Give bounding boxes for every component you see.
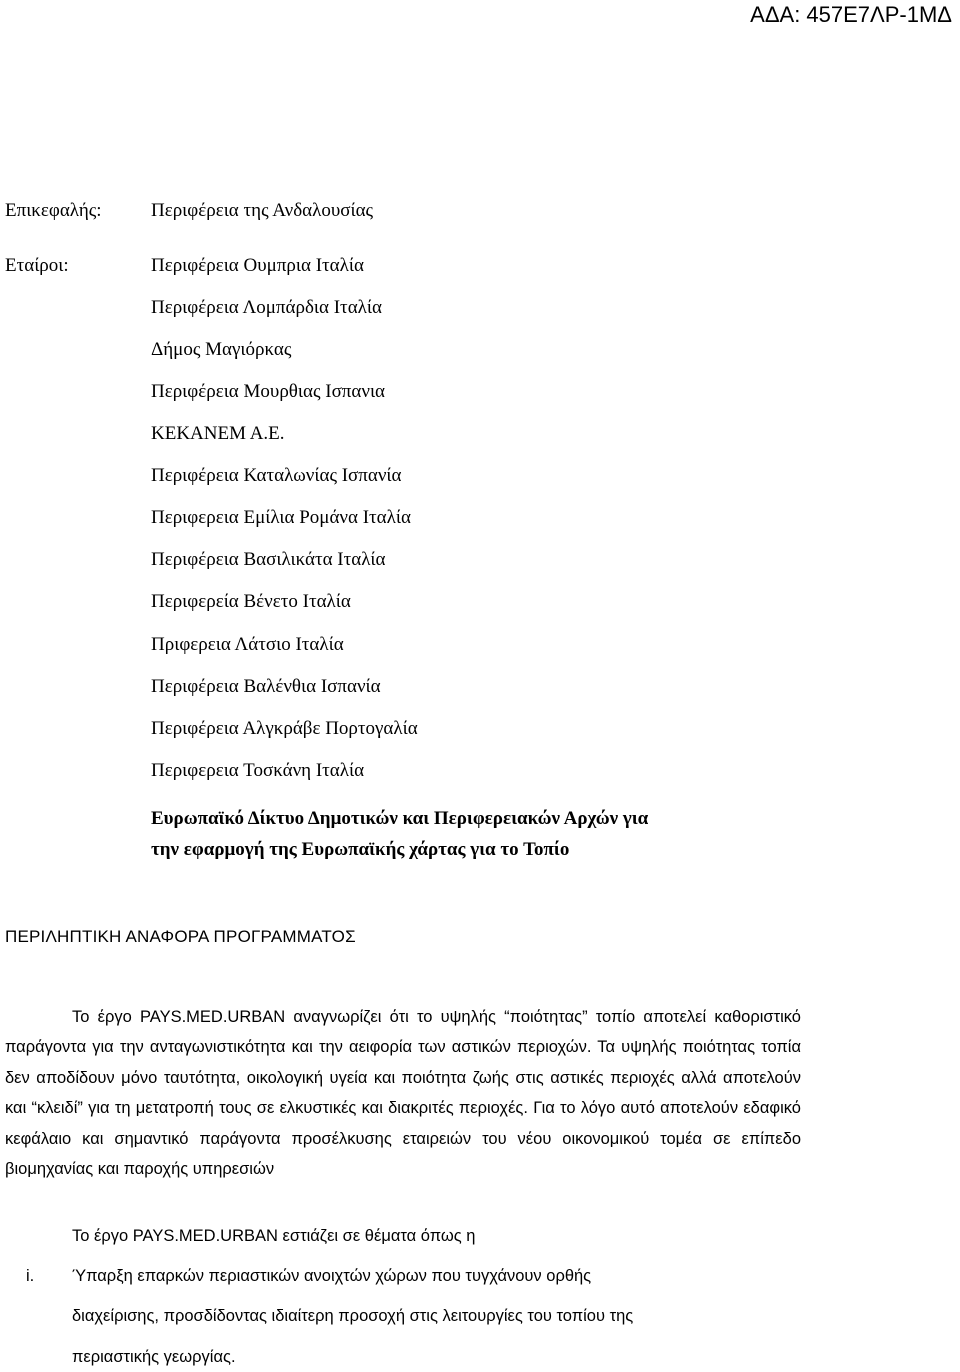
partner-item: ΚΕΚΑΝΕΜ Α.Ε. (151, 423, 285, 444)
partner-item: Περιφέρεια Καταλωνίας Ισπανία (151, 465, 402, 486)
partner-item: Περιφέρεια Μουρθιας Ισπανια (151, 381, 386, 402)
partner-item: Περιφερεία Βένετο Ιταλία (151, 591, 351, 612)
partner-item: Περιφερεια Τοσκάνη Ιταλία (151, 760, 365, 781)
partner-item: Περιφερεια Εμίλια Ρομάνα Ιταλία (151, 507, 411, 528)
list-item-line: περιαστικής γεωργίας. (72, 1348, 236, 1366)
network-line: Ευρωπαϊκό Δίκτυο Δημοτικών και Περιφερειακών Αρχών για (151, 808, 649, 829)
partner-item: Δήμος Μαγιόρκας (151, 339, 292, 360)
partner-item: Περιφέρεια Αλγκράβε Πορτογαλία (151, 718, 418, 739)
partner-item: Περιφέρεια Βαλένθια Ισπανία (151, 676, 381, 697)
summary-paragraph-text: Το έργο PAYS.MED.URBAN αναγνωρίζει ότι το υψηλής “ποιότητας” τοπίο αποτελεί καθοριστικό παράγοντα για την ανταγωνιστικότητα και την αειφορία των αστικών περιοχών. Τα υψηλής ποιότητας τοπία δεν αποδίδουν μόνο ταυτότητα, οικολογική υγεία και ποιότητα ζωής στις αστικές περιοχές αλλά αποτελούν και “κλειδί” για τη μετατροπή τους σε ελκυστικές και διακριτές περιοχές. Για το λόγο αυτό αποτελούν εδαφικό κεφάλαιο και σημαντικό παράγοντα προσέλκυσης εταιρειών του νέου οικονομικού τομέα σε επίπεδο βιομηχανίας και παροχής υπηρεσιών (5, 1008, 801, 1179)
focus-intro: Το έργο PAYS.MED.URBAN εστιάζει σε θέματα όπως η (72, 1227, 476, 1245)
lead-value: Περιφέρεια της Ανδαλουσίας (151, 200, 374, 221)
network-line: την εφαρμογή της Ευρωπαϊκής χάρτας για το Τοπίο (151, 839, 570, 860)
partner-item: Περιφέρεια Λομπάρδια Ιταλία (151, 297, 382, 318)
partner-item: Περιφέρεια Ουμπρια Ιταλία (151, 255, 364, 276)
partner-item: Περιφέρεια Βασιλικάτα Ιταλία (151, 549, 386, 570)
list-item-line: διαχείρισης, προσδίδοντας ιδιαίτερη προσοχή στις λειτουργίες του τοπίου της (72, 1307, 634, 1325)
partners-label: Εταίροι: (5, 255, 69, 276)
lead-label: Επικεφαλής: (5, 200, 102, 221)
ada-code: ΑΔΑ: 457Ε7ΛΡ-1ΜΔ (750, 2, 952, 27)
partner-item: Πριφερεια Λάτσιο Ιταλία (151, 634, 344, 655)
summary-paragraph (5, 1002, 801, 1184)
network-title (151, 803, 648, 865)
summary-heading: ΠΕΡΙΛΗΠΤΙΚΗ ΑΝΑΦΟΡΑ ΠΡΟΓΡΑΜΜΑΤΟΣ (5, 927, 356, 946)
list-marker: i. (26, 1267, 35, 1285)
list-item-line: Ύπαρξη επαρκών περιαστικών ανοιχτών χώρων που τυγχάνουν ορθής (72, 1267, 592, 1285)
